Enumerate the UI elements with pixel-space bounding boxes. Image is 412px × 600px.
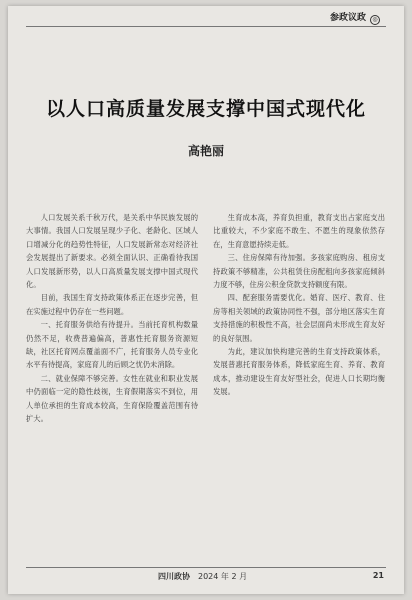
left-column (26, 211, 198, 541)
right-column (213, 211, 385, 541)
paragraph: 生育成本高，养育负担重，教育支出占家庭支出比重较大，不少家庭不敢生、不愿生的现象依然存在，生育意愿持续走低。 (213, 213, 385, 249)
header-rule (26, 26, 386, 27)
section-mark-icon: ◎ (370, 15, 380, 25)
magazine-page (8, 6, 404, 594)
article-title: 以人口高质量发展支撑中国式现代化 (45, 98, 366, 120)
paragraph: 为此，建议加快构建完善的生育支持政策体系，发展普惠托育服务体系，降低家庭生育、养育、教育成本，推动建设生育友好型社会，促进人口长期均衡发展。 (213, 347, 385, 397)
article-author: 高艳丽 (187, 144, 224, 158)
paragraph: 一、托育服务供给有待提升。当前托育机构数量仍然不足，收费普遍偏高，普惠性托育服务资源短缺，社区托育网点覆盖面不广，托育服务人员专业化水平有待提高，家庭育儿的后顾之忧仍未消除。 (26, 320, 198, 370)
paragraph: 四、配套服务需要优化。婚育、医疗、教育、住房等相关领域的政策协同性不强，部分地区落实生育支持措施的积极性不高，社会层面尚未形成生育友好的良好氛围。 (213, 293, 385, 343)
issue-date: 2024 年 2 月 (198, 572, 248, 581)
page-number: 21 (372, 571, 384, 580)
publication-name: 四川政协 (158, 572, 190, 581)
section-label: 参政议政 (329, 13, 366, 23)
paragraph: 目前，我国生育支持政策体系正在逐步完善，但在实施过程中仍存在一些问题。 (26, 293, 198, 316)
footer-rule (26, 567, 386, 568)
paragraph: 人口发展关系千秋万代，是关系中华民族发展的大事情。我国人口发展呈现少子化、老龄化、区域人口增减分化的趋势性特征，人口发展新常态对经济社会发展提出了新要求。必须全面认识、正确看待我国人口发展新形势，以人口高质量发展支撑中国式现代化。 (26, 213, 198, 290)
paragraph: 三、住房保障有待加强。多孩家庭购房、租房支持政策不够精准，公共租赁住房配租向多孩家庭倾斜力度不够，住房公积金贷款支持额度有限。 (213, 253, 385, 290)
section-header (326, 11, 384, 25)
paragraph: 二、就业保障不够完善。女性在就业和职业发展中仍面临一定的隐性歧视，生育假期落实不到位，用人单位承担的生育成本较高，生育保险覆盖范围有待扩大。 (26, 373, 198, 424)
